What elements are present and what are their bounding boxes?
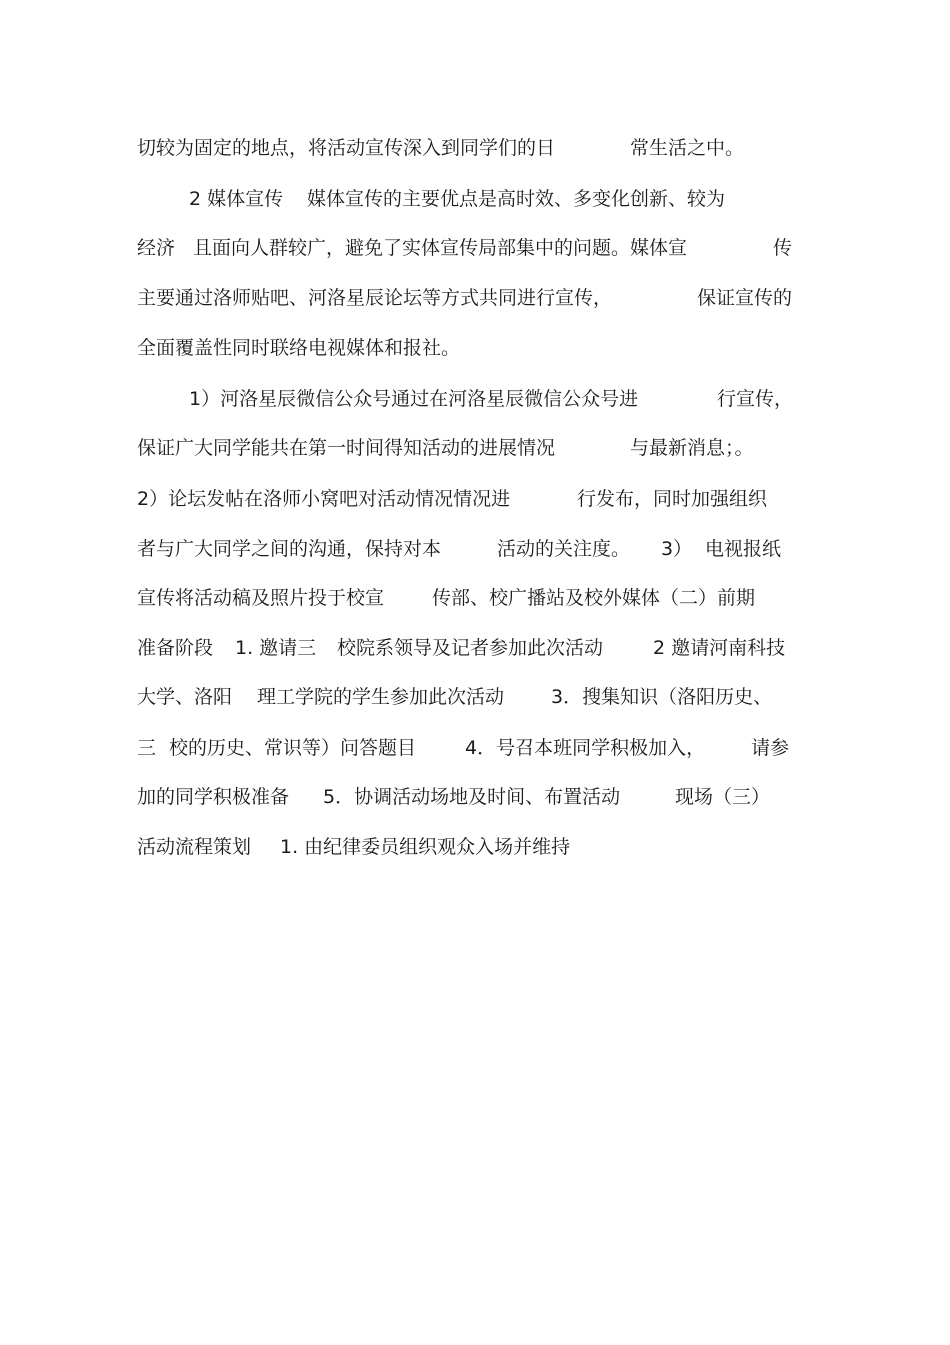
text-line (137, 634, 817, 662)
text-segment: 活动的关注度。 (497, 538, 631, 560)
text-segment: 保证广大同学能共在第一时间得知活动的进展情况 (137, 437, 556, 459)
text-line (137, 783, 817, 811)
text-line (137, 284, 817, 312)
text-segment: 三 (137, 737, 157, 759)
text-segment: 传 (773, 237, 793, 259)
text-segment: 请参 (751, 737, 790, 759)
text-line (137, 584, 817, 612)
text-segment: 3．搜集知识（洛阳历史、 (551, 686, 773, 708)
text-segment: 保证宣传的 (697, 287, 793, 309)
text-segment: 与最新消息；。 (630, 437, 754, 459)
text-segment: 理工学院的学生参加此次活动 (257, 686, 505, 708)
text-segment: 切较为固定的地点，将活动宣传深入到同学们的日 (137, 137, 556, 159)
text-segment: 全面覆盖性同时联络电视媒体和报社。 (137, 337, 461, 359)
text-line (137, 434, 817, 462)
text-line (137, 234, 817, 262)
text-segment: 常生活之中。 (630, 137, 745, 159)
text-segment: 4．号召本班同学积极加入， (465, 737, 706, 759)
text-line (137, 134, 817, 162)
text-segment: 大学、洛阳 (137, 686, 233, 708)
text-segment: 传部、校广播站及校外媒体（二）前期 (432, 587, 756, 609)
text-line (137, 683, 817, 711)
text-segment: 者与广大同学之间的沟通，保持对本 (137, 538, 442, 560)
text-segment: 现场（三） (675, 786, 771, 808)
text-segment: 校院系领导及记者参加此次活动 (337, 637, 604, 659)
text-segment: 5．协调活动场地及时间、布置活动 (323, 786, 621, 808)
text-segment: 加的同学积极准备 (137, 786, 290, 808)
text-segment: 经济 (137, 237, 176, 259)
text-segment: 2）论坛发帖在洛师小窝吧对活动情况情况进 (137, 488, 511, 510)
text-segment: 行宣传， (717, 388, 794, 410)
text-segment: 且面向人群较广，避免了实体宣传局部集中的问题。媒体宣 (193, 237, 688, 259)
text-segment: 1. 由纪律委员组织观众入场并维持 (280, 836, 571, 858)
text-line (137, 385, 817, 413)
text-segment: 1. 邀请三 (235, 637, 317, 659)
text-segment: 媒体宣传的主要优点是高时效、多变化创新、较为 (307, 188, 726, 210)
text-line (137, 334, 817, 362)
text-line (137, 485, 817, 513)
text-line (137, 833, 817, 861)
text-segment: 活动流程策划 (137, 836, 252, 858)
text-segment: 宣传将活动稿及照片投于校宣 (137, 587, 385, 609)
text-segment: 1）河洛星辰微信公众号通过在河洛星辰微信公众号进 (189, 388, 639, 410)
text-line (137, 734, 817, 762)
text-line (137, 185, 817, 213)
text-segment: 2 媒体宣传 (189, 188, 284, 210)
text-segment: 行发布，同时加强组织 (577, 488, 768, 510)
text-segment: 3） (661, 538, 693, 560)
text-segment: 电视报纸 (705, 538, 782, 560)
text-segment: 主要通过洛师贴吧、河洛星辰论坛等方式共同进行宣传， (137, 287, 613, 309)
text-line (137, 535, 817, 563)
text-segment: 准备阶段 (137, 637, 214, 659)
text-segment: 2 邀请河南科技 (653, 637, 786, 659)
text-segment: 校的历史、常识等）问答题目 (169, 737, 417, 759)
